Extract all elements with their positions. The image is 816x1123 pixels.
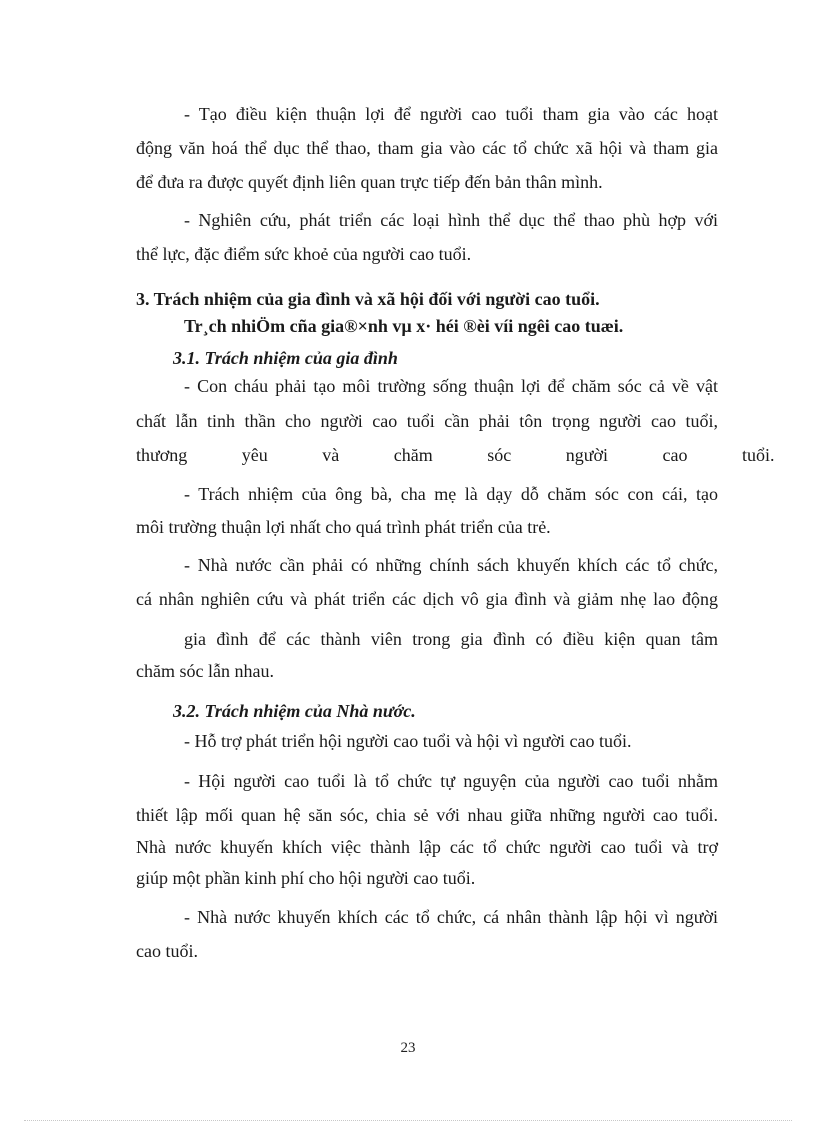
page-number: 23 xyxy=(400,1040,416,1056)
section-heading-garbled: Tr¸ch nhiÖm cña gia®×nh vµ x· héi ®èi víi ngêi cao tuæi. xyxy=(184,316,624,336)
body-text-line: Nhà nước khuyến khích việc thành lập các tổ chức người cao tuổi và trợ xyxy=(136,837,718,857)
body-text-line: động văn hoá thể dục thể thao, tham gia vào các tổ chức xã hội và tham gia xyxy=(136,138,718,158)
section-heading: 3. Trách nhiệm của gia đình và xã hội đối với người cao tuổi. xyxy=(136,289,600,309)
body-text-line: để đưa ra được quyết định liên quan trực tiếp đến bản thân mình. xyxy=(136,172,603,192)
body-text-line: - Hội người cao tuổi là tổ chức tự nguyện của người cao tuổi nhằm xyxy=(184,771,718,791)
body-text-line: thương yêu và chăm sóc người cao tuổi. xyxy=(136,445,775,465)
body-text-line: - Nhà nước khuyến khích các tổ chức, cá nhân thành lập hội vì người xyxy=(184,907,718,927)
body-text-line: - Nhà nước cần phải có những chính sách khuyến khích các tổ chức, xyxy=(184,555,718,575)
body-text-line: gia đình để các thành viên trong gia đình có điều kiện quan tâm xyxy=(184,629,718,649)
body-text-line: - Nghiên cứu, phát triển các loại hình thể dục thể thao phù hợp với xyxy=(184,210,718,230)
body-text-line: môi trường thuận lợi nhất cho quá trình phát triển của trẻ. xyxy=(136,517,551,537)
body-text-line: - Hỗ trợ phát triển hội người cao tuổi và hội vì người cao tuổi. xyxy=(184,731,632,751)
body-text-line: thiết lập mối quan hệ săn sóc, chia sẻ với nhau giữa những người cao tuổi. xyxy=(136,805,718,825)
body-text-line: cao tuổi. xyxy=(136,941,198,961)
body-text-line: giúp một phần kinh phí cho hội người cao tuổi. xyxy=(136,868,476,888)
body-text-line: thể lực, đặc điểm sức khoẻ của người cao tuổi. xyxy=(136,244,472,264)
subsection-heading: 3.1. Trách nhiệm của gia đình xyxy=(173,348,398,368)
body-text-line: - Trách nhiệm của ông bà, cha mẹ là dạy dỗ chăm sóc con cái, tạo xyxy=(184,484,718,504)
body-text-line: chất lẫn tinh thần cho người cao tuổi cần phải tôn trọng người cao tuổi, xyxy=(136,411,718,431)
page-bottom-divider xyxy=(24,1120,792,1121)
subsection-heading: 3.2. Trách nhiệm của Nhà nước. xyxy=(173,701,416,721)
body-text-line: - Tạo điều kiện thuận lợi để người cao tuổi tham gia vào các hoạt xyxy=(184,104,718,124)
body-text-line: cá nhân nghiên cứu và phát triển các dịch vô gia đình và giảm nhẹ lao động xyxy=(136,589,718,609)
body-text-line: chăm sóc lẫn nhau. xyxy=(136,661,274,681)
body-text-line: - Con cháu phải tạo môi trường sống thuận lợi để chăm sóc cả về vật xyxy=(184,376,718,396)
